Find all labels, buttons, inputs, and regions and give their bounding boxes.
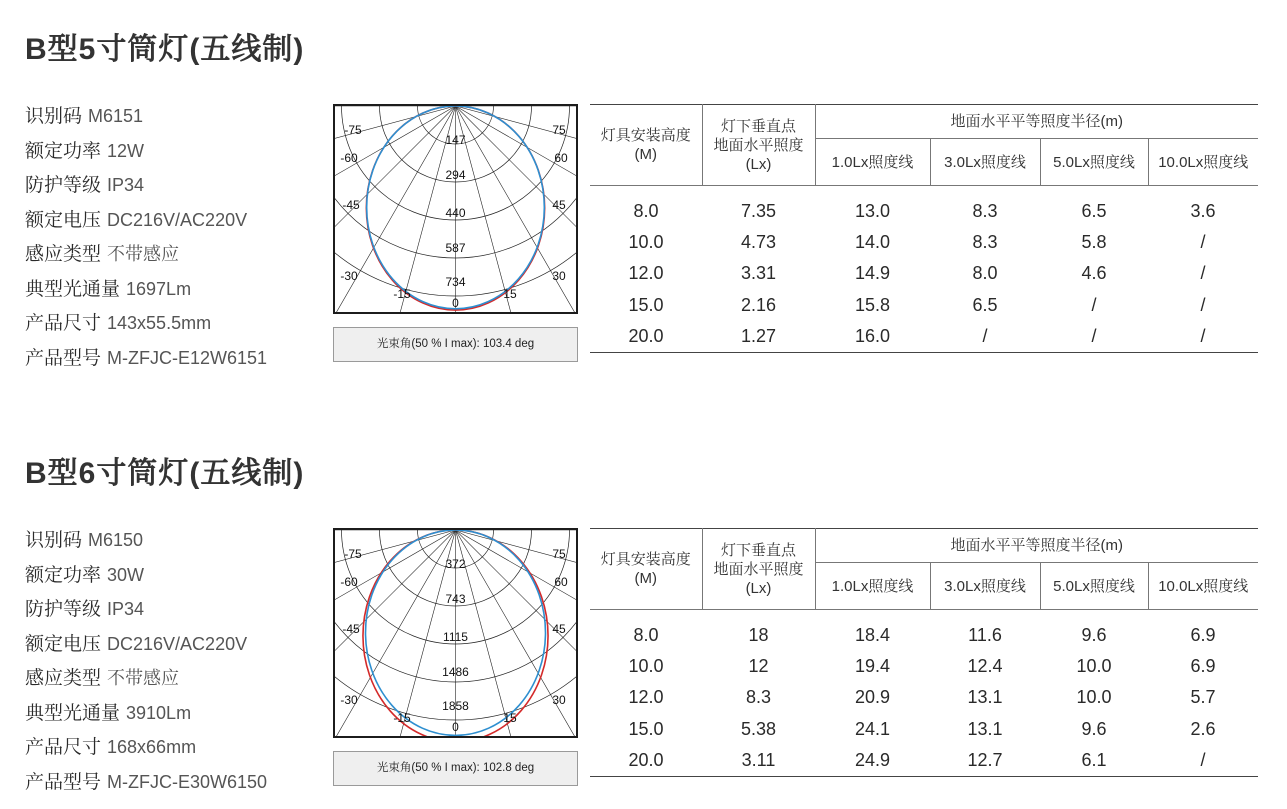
polar-chart-svg xyxy=(335,106,576,312)
spec-sensor xyxy=(25,237,267,272)
header-mount-height-text: 灯具安装高度 (M) xyxy=(600,551,691,587)
polar-angle-label: -15 xyxy=(393,287,411,301)
cell-r3: 8.3 xyxy=(972,201,998,222)
spec-label: 产品型号 xyxy=(25,771,102,793)
cell-r10: 6.9 xyxy=(1190,625,1216,646)
cell-r10: / xyxy=(1200,263,1206,284)
cell-r1: 13.0 xyxy=(854,201,891,222)
cell-r5: 10.0 xyxy=(1076,656,1112,677)
product-title: B型5寸筒灯(五线制) xyxy=(25,33,305,66)
spec-power xyxy=(25,134,267,169)
cell-r3: 6.5 xyxy=(972,294,998,315)
spec-value: M-ZFJC-E12W6151 xyxy=(107,347,268,368)
spec-label: 产品尺寸 xyxy=(25,737,102,758)
spec-label: 额定电压 xyxy=(25,209,102,231)
spec-flux xyxy=(25,272,267,307)
spec-value: 不带感应 xyxy=(107,244,180,264)
spec-id-code xyxy=(25,99,267,134)
table-row xyxy=(590,321,1258,353)
beam-angle-value: (50 % I max): 103.4 deg xyxy=(411,338,535,350)
spec-size xyxy=(25,306,267,341)
spec-label: 额定功率 xyxy=(25,564,102,586)
cell-r1: 19.4 xyxy=(854,656,891,677)
spec-label: 产品尺寸 xyxy=(25,313,102,334)
illuminance-table xyxy=(590,104,1258,353)
spec-list xyxy=(25,523,267,799)
table-row xyxy=(590,745,1258,777)
polar-angle-label: -45 xyxy=(342,622,360,636)
beam-angle-value: (50 % I max): 102.8 deg xyxy=(411,762,535,774)
spec-protection xyxy=(25,168,267,203)
table-row xyxy=(590,186,1258,228)
cell-r3: 13.1 xyxy=(967,687,1003,708)
polar-angle-label: 45 xyxy=(552,198,566,212)
cell-r10: / xyxy=(1200,294,1206,315)
polar-angle-label: 60 xyxy=(554,575,568,589)
polar-distribution-chart xyxy=(333,104,578,314)
cell-lux: 12 xyxy=(748,656,769,677)
spec-model xyxy=(25,765,267,800)
polar-angle-label: -60 xyxy=(340,151,358,165)
polar-angle-label: 45 xyxy=(552,622,566,636)
spec-sensor xyxy=(25,661,267,696)
header-10lx: 10.0Lx照度线 xyxy=(1148,139,1258,186)
spec-label: 防护等级 xyxy=(25,175,102,196)
cell-height: 12.0 xyxy=(628,263,664,284)
cell-r3: 8.3 xyxy=(972,232,998,253)
cell-height: 15.0 xyxy=(628,294,664,315)
spec-voltage xyxy=(25,203,267,238)
cell-r5: 6.5 xyxy=(1081,201,1107,222)
spec-label: 额定电压 xyxy=(25,633,102,655)
spec-value: 168x66mm xyxy=(107,737,197,757)
polar-angle-label: -60 xyxy=(340,575,358,589)
cell-lux: 4.73 xyxy=(740,232,777,253)
cell-r1: 16.0 xyxy=(815,321,930,353)
polar-angle-label: 30 xyxy=(552,269,566,283)
polar-angle-label: -30 xyxy=(340,693,358,707)
cell-r1: 14.0 xyxy=(854,232,891,253)
header-mount-height xyxy=(590,105,702,186)
polar-ring-label: 294 xyxy=(445,168,466,182)
spec-value: M6151 xyxy=(88,106,144,126)
polar-ring-label: 1486 xyxy=(442,665,469,679)
polar-angle-label: 75 xyxy=(552,547,566,561)
cell-r10: / xyxy=(1148,321,1258,353)
polar-angle-label: 15 xyxy=(503,287,517,301)
cell-lux: 1.27 xyxy=(702,321,815,353)
spec-value: M-ZFJC-E30W6150 xyxy=(107,771,268,792)
cell-lux: 3.31 xyxy=(740,263,777,284)
spec-value: 1697Lm xyxy=(126,278,192,299)
cell-height: 8.0 xyxy=(633,625,659,646)
spec-value: DC216V/AC220V xyxy=(107,633,248,654)
polar-ring-label: 440 xyxy=(445,206,466,220)
header-center-lux xyxy=(702,105,815,186)
beam-angle-box xyxy=(333,751,578,786)
cell-r10: / xyxy=(1148,745,1258,777)
polar-distribution-chart xyxy=(333,528,578,738)
cell-r3: 8.0 xyxy=(972,263,998,284)
spec-label: 感应类型 xyxy=(25,668,102,689)
beam-angle-label: 光束角 xyxy=(376,762,412,774)
product-title: B型6寸筒灯(五线制) xyxy=(25,457,305,490)
cell-r5: 10.0 xyxy=(1076,687,1112,708)
polar-ring-label: 743 xyxy=(445,592,466,606)
spec-label: 防护等级 xyxy=(25,599,102,620)
polar-angle-label: -15 xyxy=(393,711,411,725)
cell-r3: 13.1 xyxy=(967,718,1003,739)
cell-lux: 18 xyxy=(748,625,769,646)
spec-power xyxy=(25,558,267,593)
header-3lx: 3.0Lx照度线 xyxy=(930,563,1040,610)
spec-value: 30W xyxy=(107,564,145,585)
spec-size xyxy=(25,730,267,765)
cell-r10: 5.7 xyxy=(1190,687,1216,708)
spec-label: 感应类型 xyxy=(25,244,102,265)
cell-lux: 7.35 xyxy=(740,201,777,222)
header-radius-group: 地面水平平等照度半径(m) xyxy=(815,529,1258,563)
cell-height: 20.0 xyxy=(590,745,702,777)
table-row xyxy=(590,682,1258,713)
polar-ring-label: 1858 xyxy=(442,699,469,713)
polar-center-label: 0 xyxy=(452,296,459,310)
spec-list xyxy=(25,99,267,375)
spec-id-code xyxy=(25,523,267,558)
cell-r1: 18.4 xyxy=(854,625,891,646)
spec-label: 识别码 xyxy=(25,530,83,551)
header-center-lux-text: 灯下垂直点 地面水平照度 (Lx) xyxy=(713,117,804,173)
cell-height: 12.0 xyxy=(628,687,664,708)
polar-radial-line xyxy=(456,106,523,312)
cell-r3: 11.6 xyxy=(968,625,1002,646)
cell-height: 15.0 xyxy=(628,718,664,739)
cell-r5: 5.8 xyxy=(1081,232,1107,253)
spec-value: IP34 xyxy=(107,599,145,619)
cell-lux: 8.3 xyxy=(745,687,772,708)
polar-ring-label: 734 xyxy=(445,275,466,289)
cell-lux: 5.38 xyxy=(740,718,777,739)
polar-angle-label: -75 xyxy=(344,547,362,561)
polar-ring-label: 587 xyxy=(445,241,466,255)
cell-r3: 12.4 xyxy=(967,656,1003,677)
spec-value: 143x55.5mm xyxy=(107,313,212,333)
spec-value: DC216V/AC220V xyxy=(107,209,248,230)
header-5lx: 5.0Lx照度线 xyxy=(1040,139,1148,186)
spec-label: 典型光通量 xyxy=(25,278,121,300)
table-row xyxy=(590,290,1258,321)
polar-angle-label: -30 xyxy=(340,269,358,283)
spec-label: 额定功率 xyxy=(25,140,102,162)
polar-ring-label: 147 xyxy=(445,133,466,147)
spec-voltage xyxy=(25,627,267,662)
cell-r5: 4.6 xyxy=(1081,263,1107,284)
polar-angle-label: 30 xyxy=(552,693,566,707)
cell-height: 10.0 xyxy=(628,656,664,677)
cell-r5: / xyxy=(1040,321,1148,353)
beam-angle-label: 光束角 xyxy=(376,338,412,350)
spec-protection xyxy=(25,592,267,627)
cell-r1: 15.8 xyxy=(854,294,891,315)
header-10lx: 10.0Lx照度线 xyxy=(1148,563,1258,610)
spec-value: 12W xyxy=(107,140,145,161)
cell-r5: 9.6 xyxy=(1081,625,1107,646)
cell-lux: 2.16 xyxy=(740,294,777,315)
polar-angle-label: 75 xyxy=(552,123,566,137)
spec-model xyxy=(25,341,267,376)
spec-label: 典型光通量 xyxy=(25,702,121,724)
polar-angle-label: -45 xyxy=(342,198,360,212)
cell-r10: / xyxy=(1200,232,1206,253)
table-row xyxy=(590,227,1258,258)
polar-angle-label: -75 xyxy=(344,123,362,137)
polar-angle-label: 15 xyxy=(503,711,517,725)
table-row xyxy=(590,651,1258,682)
spec-label: 产品型号 xyxy=(25,347,102,369)
spec-value: IP34 xyxy=(107,175,145,195)
table-row xyxy=(590,714,1258,745)
cell-r1: 20.9 xyxy=(854,687,891,708)
polar-angle-label: 60 xyxy=(554,151,568,165)
polar-chart-svg xyxy=(335,530,576,736)
spec-value: M6150 xyxy=(88,530,144,550)
cell-height: 8.0 xyxy=(633,201,659,222)
spec-value: 3910Lm xyxy=(126,702,192,723)
cell-r3: 12.7 xyxy=(930,745,1040,777)
beam-angle-box xyxy=(333,327,578,362)
cell-r10: 3.6 xyxy=(1190,201,1216,222)
polar-ring-label: 372 xyxy=(445,557,466,571)
header-mount-height xyxy=(590,529,702,610)
cell-r10: 6.9 xyxy=(1190,656,1216,677)
cell-r3: / xyxy=(930,321,1040,353)
cell-r1: 24.1 xyxy=(854,718,891,739)
polar-ring-label: 1115 xyxy=(443,630,468,644)
cell-r5: / xyxy=(1091,294,1097,315)
cell-lux: 3.11 xyxy=(702,745,815,777)
spec-flux xyxy=(25,696,267,731)
header-mount-height-text: 灯具安装高度 (M) xyxy=(600,127,691,163)
header-1lx: 1.0Lx照度线 xyxy=(815,139,930,186)
cell-height: 10.0 xyxy=(628,232,664,253)
header-1lx: 1.0Lx照度线 xyxy=(815,563,930,610)
cell-r1: 14.9 xyxy=(854,263,891,284)
polar-center-label: 0 xyxy=(452,720,459,734)
header-center-lux-text: 灯下垂直点 地面水平照度 (Lx) xyxy=(713,541,804,597)
illuminance-table xyxy=(590,528,1258,777)
table-row xyxy=(590,610,1258,652)
cell-height: 20.0 xyxy=(590,321,702,353)
header-5lx: 5.0Lx照度线 xyxy=(1040,563,1148,610)
header-center-lux xyxy=(702,529,815,610)
cell-r1: 24.9 xyxy=(815,745,930,777)
cell-r5: 9.6 xyxy=(1081,718,1107,739)
header-3lx: 3.0Lx照度线 xyxy=(930,139,1040,186)
spec-value: 不带感应 xyxy=(107,668,180,688)
cell-r5: 6.1 xyxy=(1040,745,1148,777)
cell-r10: 2.6 xyxy=(1190,718,1216,739)
table-row xyxy=(590,258,1258,289)
spec-label: 识别码 xyxy=(25,106,83,127)
header-radius-group: 地面水平平等照度半径(m) xyxy=(815,105,1258,139)
